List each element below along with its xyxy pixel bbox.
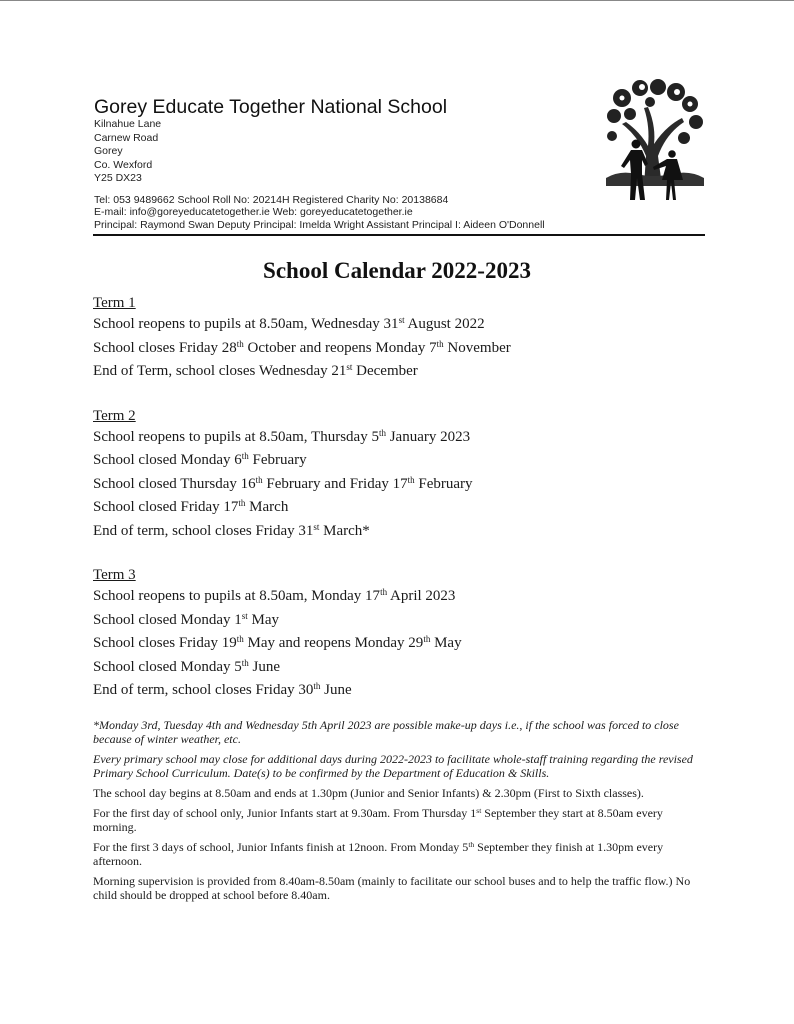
- calendar-entry-text: April 2023: [387, 588, 456, 604]
- calendar-entry-ordinal-suffix: st: [346, 362, 353, 372]
- calendar-entry: [93, 632, 713, 656]
- calendar-entry-text: November: [443, 339, 511, 356]
- calendar-entry-text: February: [414, 475, 473, 492]
- note-text: *Monday 3rd, Tuesday 4th and Wednesday 5th April 2023 are possible make-up days i.e., if the school was forced to close because of winter weather, etc.: [93, 718, 679, 746]
- calendar-entry-text: May: [430, 635, 462, 651]
- calendar-entry-text: May: [247, 611, 279, 628]
- calendar-entry-text: School closes Friday 19: [93, 635, 237, 651]
- term-section-1: [93, 293, 713, 384]
- calendar-entry-ordinal-suffix: th: [380, 587, 388, 597]
- address-line: Gorey: [94, 145, 123, 158]
- calendar-entry-text: January 2023: [385, 428, 471, 445]
- calendar-entry-ordinal-suffix: th: [378, 427, 386, 438]
- calendar-entry-text: School closed Monday 1: [93, 611, 242, 628]
- term-section-3: [93, 565, 713, 703]
- note-paragraph: [93, 840, 705, 868]
- calendar-entry-text: March*: [319, 522, 370, 539]
- note-paragraph: [93, 806, 705, 834]
- term-heading: Term 2: [93, 407, 136, 424]
- contact-principals: Principal: Raymond Swan Deputy Principal: Imelda Wright Assistant Principal I: Aideen O'Donnell: [94, 218, 545, 231]
- term-heading: Term 1: [93, 295, 136, 311]
- calendar-entry: [93, 473, 713, 497]
- note-paragraph: [93, 874, 705, 902]
- calendar-entry-ordinal-suffix: th: [407, 474, 415, 485]
- calendar-entry-text: School closed Friday 17: [93, 499, 239, 515]
- calendar-entry: [93, 337, 713, 361]
- calendar-entry-text: School reopens to pupils at 8.50am, Thursday 5: [93, 428, 379, 445]
- address-line: Y25 DX23: [94, 172, 142, 185]
- calendar-entry-ordinal-suffix: th: [423, 634, 431, 644]
- calendar-entry-text: School closed Monday 5: [93, 658, 242, 675]
- term-heading: Term 3: [93, 567, 136, 583]
- contact-phone-roll-charity: Tel: 053 9489662 School Roll No: 20214H Registered Charity No: 20138684: [94, 193, 449, 206]
- calendar-entry-text: End of term, school closes Friday 30: [93, 682, 314, 698]
- calendar-entry: [93, 360, 713, 384]
- contact-email-web: E-mail: info@goreyeducatetogether.ie Web: goreyeducatetogether.ie: [94, 206, 413, 219]
- note-text: The school day begins at 8.50am and ends at 1.30pm (Junior and Senior Infants) & 2.30pm (First to Sixth classes).: [93, 786, 644, 800]
- calendar-entry-ordinal-suffix: th: [241, 451, 249, 461]
- calendar-entry: [93, 496, 713, 520]
- calendar-entry-ordinal-suffix: th: [313, 681, 321, 691]
- page-title: School Calendar 2022-2023: [263, 258, 531, 283]
- school-name: Gorey Educate Together National School: [94, 96, 448, 118]
- note-text: September they start at 8.50am every morning.: [93, 806, 663, 834]
- calendar-entry-ordinal-suffix: th: [236, 634, 244, 644]
- calendar-entry: [93, 426, 713, 450]
- calendar-entry: [93, 609, 713, 633]
- calendar-entry-ordinal-suffix: th: [255, 474, 263, 485]
- calendar-entry-ordinal-suffix: th: [241, 657, 249, 668]
- calendar-entry: [93, 520, 713, 544]
- calendar-entry-text: School reopens to pupils at 8.50am, Monday 17: [93, 588, 381, 604]
- note-paragraph: [93, 718, 705, 746]
- calendar-entry: [93, 449, 713, 473]
- calendar-entry-ordinal-suffix: st: [241, 610, 248, 621]
- school-tree-logo: [600, 78, 708, 202]
- note-paragraph: [93, 786, 705, 800]
- calendar-entry-ordinal-suffix: th: [236, 338, 244, 349]
- note-text: For the first day of school only, Junior Infants start at 9.30am. From Thursday 1: [93, 806, 477, 820]
- address-line: Carnew Road: [94, 131, 159, 144]
- note-text: For the first 3 days of school, Junior Infants finish at 12noon. From Monday 5: [93, 840, 469, 854]
- address-line: Co. Wexford: [94, 158, 153, 171]
- calendar-entry: [93, 679, 713, 703]
- calendar-entry-text: May and reopens Monday 29: [243, 635, 424, 651]
- calendar-entry-text: School closed Thursday 16: [93, 475, 256, 492]
- calendar-entry-text: February and Friday 17: [262, 475, 408, 492]
- note-text: September they finish at 1.30pm every afternoon.: [93, 840, 664, 868]
- term-calendar: [93, 293, 713, 703]
- calendar-entry-ordinal-suffix: st: [398, 315, 405, 325]
- calendar-entry-text: March: [245, 499, 289, 515]
- calendar-entry-text: School closes Friday 28: [93, 339, 237, 356]
- calendar-entry: [93, 585, 713, 609]
- calendar-entry-text: School closed Monday 6: [93, 452, 242, 468]
- note-ordinal-suffix: st: [476, 806, 482, 815]
- header-divider: [93, 234, 705, 236]
- page-top-border: [0, 0, 794, 1]
- calendar-entry-text: December: [352, 363, 418, 379]
- calendar-entry-text: October and reopens Monday 7: [243, 339, 437, 356]
- calendar-entry: [93, 656, 713, 680]
- calendar-entry-text: School reopens to pupils at 8.50am, Wednesday 31: [93, 316, 399, 332]
- calendar-entry-ordinal-suffix: th: [238, 498, 246, 508]
- term-section-2: [93, 406, 713, 544]
- calendar-entry-text: End of term, school closes Friday 31: [93, 522, 314, 539]
- note-text: Morning supervision is provided from 8.40am-8.50am (mainly to facilitate our school buses and to help the traffic flow.) No child should be dropped at school before 8.40am.: [93, 874, 691, 902]
- calendar-entry-ordinal-suffix: th: [436, 338, 444, 349]
- calendar-entry-text: February: [248, 452, 307, 468]
- note-ordinal-suffix: th: [468, 840, 475, 849]
- calendar-entry-text: June: [320, 682, 352, 698]
- calendar-entry-text: August 2022: [404, 316, 485, 332]
- calendar-entry-ordinal-suffix: st: [313, 521, 320, 532]
- notes-section: [93, 718, 705, 908]
- calendar-entry-text: June: [248, 658, 280, 675]
- calendar-entry: [93, 313, 713, 337]
- note-text: Every primary school may close for additional days during 2022-2023 to facilitate whole-staff training regarding the revised Primary School Curriculum. Date(s) to be confirmed by the Department of Education & Skills.: [93, 752, 693, 780]
- address-line: Kilnahue Lane: [94, 118, 162, 130]
- calendar-entry-text: End of Term, school closes Wednesday 21: [93, 363, 347, 379]
- note-paragraph: [93, 752, 705, 780]
